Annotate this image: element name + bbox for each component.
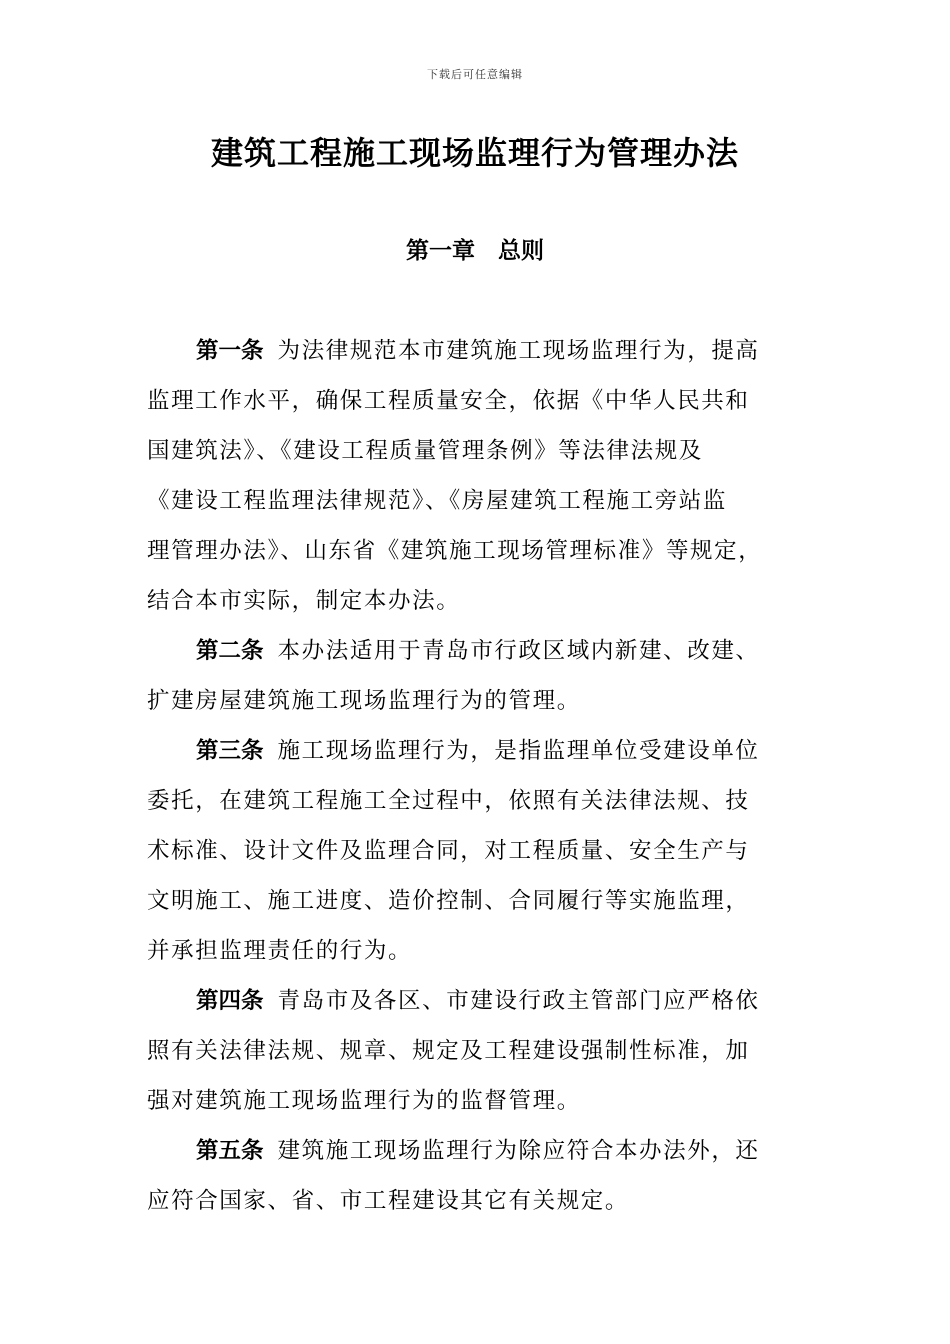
article-line <box>147 626 815 676</box>
article-5 <box>147 1126 815 1226</box>
article-line: 理管理办法》、山东省《建筑施工现场管理标准》等规定， <box>147 538 763 564</box>
article-line: 强对建筑施工现场监理行为的监督管理。 <box>147 1088 581 1114</box>
article-text: 为法律规范本市建筑施工现场监理行为，提高 <box>277 338 760 364</box>
article-label: 第四条 <box>196 988 264 1014</box>
article-line: 国建筑法》、《建设工程质量管理条例》等法律法规及 <box>147 438 703 464</box>
article-line <box>147 976 815 1026</box>
article-line: 并承担监理责任的行为。 <box>147 938 413 964</box>
article-line: 委托，在建筑工程施工全过程中，依照有关法律法规、技 <box>147 788 750 814</box>
article-label: 第三条 <box>196 738 264 764</box>
article-line: 应符合国家、省、市工程建设其它有关规定。 <box>147 1188 630 1214</box>
article-2 <box>147 626 815 726</box>
article-text: 本办法适用于青岛市行政区域内新建、改建、 <box>277 638 760 664</box>
article-text: 施工现场监理行为，是指监理单位受建设单位 <box>277 738 760 764</box>
article-line: 扩建房屋建筑施工现场监理行为的管理。 <box>147 688 581 714</box>
header-note: 下载后可任意编辑 <box>427 68 523 81</box>
article-label: 第一条 <box>196 338 264 364</box>
article-label: 第二条 <box>196 638 264 664</box>
article-line <box>147 1126 815 1176</box>
article-text: 建筑施工现场监理行为除应符合本办法外，还 <box>277 1138 760 1164</box>
document-body <box>147 326 815 1226</box>
article-line: 照有关法律法规、规章、规定及工程建设强制性标准，加 <box>147 1038 750 1064</box>
article-3 <box>147 726 815 976</box>
article-line <box>147 326 815 376</box>
article-line: 文明施工、施工进度、造价控制、合同履行等实施监理， <box>147 888 750 914</box>
article-4 <box>147 976 815 1126</box>
article-line: 术标准、设计文件及监理合同，对工程质量、安全生产与 <box>147 838 750 864</box>
article-line: 《建设工程监理法律规范》、《房屋建筑工程施工旁站监 <box>147 488 728 514</box>
article-text: 青岛市及各区、市建设行政主管部门应严格依 <box>277 988 760 1014</box>
article-line: 结合本市实际，制定本办法。 <box>147 588 461 614</box>
article-line: 监理工作水平，确保工程质量安全，依据《中华人民共和 <box>147 388 750 414</box>
chapter-heading: 第一章 总则 <box>406 238 544 264</box>
article-1 <box>147 326 815 626</box>
article-label: 第五条 <box>196 1138 264 1164</box>
document-title: 建筑工程施工现场监理行为管理办法 <box>210 134 739 172</box>
article-line <box>147 726 815 776</box>
